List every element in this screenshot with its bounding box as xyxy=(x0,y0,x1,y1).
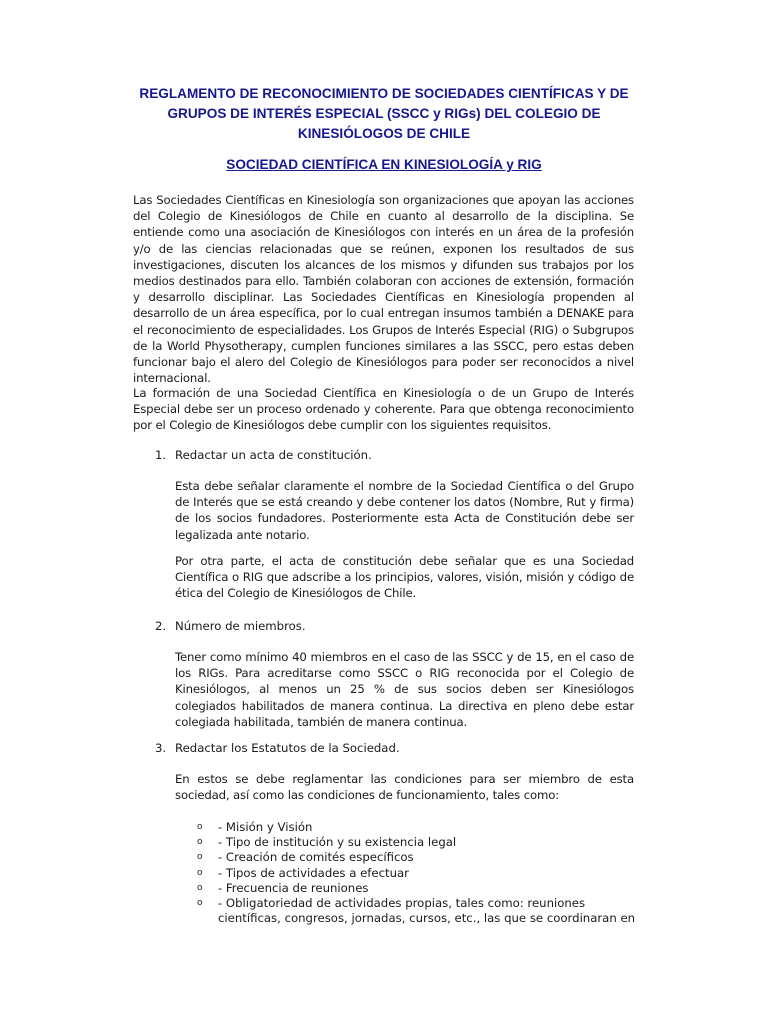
list-item xyxy=(198,835,638,850)
list-item xyxy=(198,881,638,896)
list-item-text: - Frecuencia de reuniones xyxy=(218,880,369,895)
list-item-text: - Misión y Visión xyxy=(218,820,313,834)
requirement-paragraph: Por otra parte, el acta de constitución debe señalar que es una Sociedad Científica o RIG que adscribe a los principios, valores, visión, misión y código de ética del Colegio de Kinesiólogos de Chile. xyxy=(175,554,634,601)
requirement-number: 3. xyxy=(155,741,167,755)
bullet-marker: o xyxy=(197,882,203,893)
requirement-paragraph: En estos se debe reglamentar las condiciones para ser miembro de esta sociedad, así como las condiciones de funcionamiento, tales como: xyxy=(175,772,634,803)
document-title: REGLAMENTO DE RECONOCIMIENTO DE SOCIEDADES CIENTÍFICAS Y DE GRUPOS DE INTERÉS ESPECIAL (SSCC y RIGs) DEL COLEGIO DE KINESIÓLOGOS DE CHILE xyxy=(139,86,629,141)
list-item xyxy=(198,896,638,926)
list-item-text: - Creación de comités específicos xyxy=(218,850,414,865)
bullet-marker: o xyxy=(197,822,203,832)
intro-paragraph: Las Sociedades Científicas en Kinesiología son organizaciones que apoyan las acciones del Colegio de Kinesiólogos de Chile en cuanto al desarrollo de la disciplina. Se entiende como una asociación de Kinesiólogos con interés en un área de la profesión y/o de las ciencias relacionadas que se reúnen, exponen los resultados de sus investigaciones, discuten los alcances de los mismos y difunden sus trabajos por los medios destinados para ello. También colaboran con acciones de extensión, formación y desarrollo disciplinar. Las Sociedades Científicas en Kinesiología propenden al desarrollo de un área específica, por lo cual entregan insumos también a DENAKE para el reconocimiento de especialidades. Los Grupos de Interés Especial (RIG) o Subgrupos de la World Physotherapy, cumplen funciones similares a las SSCC, pero estas deben funcionar bajo el alero del Colegio de Kinesiólogos para poder ser reconocidos a nivel internacional. xyxy=(133,193,634,386)
requirement-heading: Redactar los Estatutos de la Sociedad. xyxy=(175,741,400,755)
bullet-marker: o xyxy=(197,852,203,863)
section-heading: SOCIEDAD CIENTÍFICA EN KINESIOLOGÍA y RIG xyxy=(226,157,542,172)
requirement-paragraph: Tener como mínimo 40 miembros en el caso de las SSCC y de 15, en el caso de los RIGs. Para acreditarse como SSCC o RIG reconocida por el Colegio de Kinesiólogos, al menos un 25 % de sus socios deben ser Kinesiólogos colegiados habilitados de manera continua. La directiva en pleno debe estar colegiada habilitada, también de manera continua. xyxy=(175,650,634,729)
requirement-heading: Número de miembros. xyxy=(175,619,306,633)
list-item-text: - Tipos de actividades a efectuar xyxy=(218,865,409,880)
requirement-heading: Redactar un acta de constitución. xyxy=(175,448,372,462)
formation-paragraph: La formación de una Sociedad Científica en Kinesiología o de un Grupo de Interés Especial debe ser un proceso ordenado y coherente. Para que obtenga reconocimiento por el Colegio de Kinesiólogos debe cumplir con los siguientes requisitos. xyxy=(133,386,634,433)
list-item xyxy=(198,866,638,881)
requirement-number: 2. xyxy=(155,619,167,633)
list-item-text: - Tipo de institución y su existencia legal xyxy=(218,835,457,850)
bullet-list xyxy=(198,820,638,926)
list-item xyxy=(198,820,638,835)
list-item-text: - Obligatoriedad de actividades propias, tales como: reuniones científicas, congresos, jornadas, cursos, etc., las que se coordinaran en xyxy=(218,896,636,926)
requirement-paragraph: Esta debe señalar claramente el nombre de la Sociedad Científica o del Grupo de Interés que se está creando y debe contener los datos (Nombre, Rut y firma) de los socios fundadores. Posteriormente esta Acta de Constitución debe ser legalizada ante notario. xyxy=(175,479,634,542)
bullet-marker: o xyxy=(197,837,203,848)
requirement-number: 1. xyxy=(155,448,167,462)
bullet-marker: o xyxy=(197,898,203,909)
bullet-marker: o xyxy=(197,867,203,878)
list-item xyxy=(198,850,638,865)
